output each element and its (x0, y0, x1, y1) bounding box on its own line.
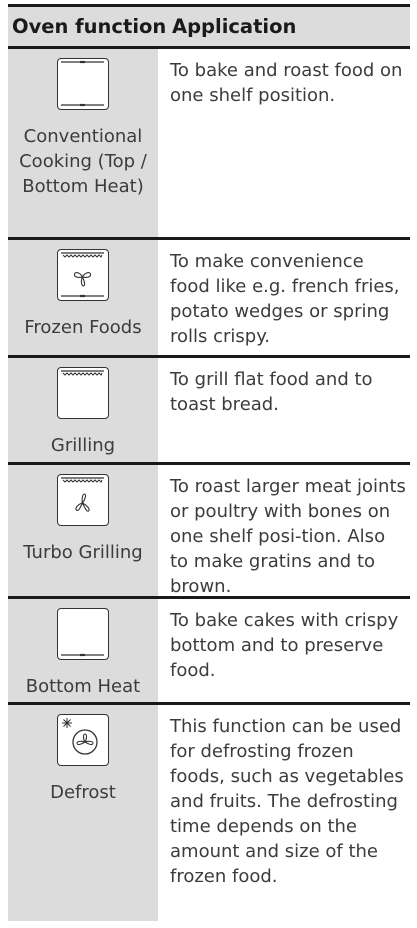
table-row (8, 240, 410, 358)
table-row (8, 49, 410, 240)
table-row (8, 705, 410, 921)
application-text: To make convenience food like e.g. french fries, potato wedges or spring rolls crispy. (158, 240, 410, 355)
oven-function-header: Oven function (12, 15, 167, 38)
function-cell (8, 705, 158, 921)
function-name: Frozen Foods (24, 317, 142, 338)
turbo-grilling-icon (57, 474, 109, 526)
defrost-icon (57, 714, 109, 766)
function-cell (8, 358, 158, 462)
function-cell (8, 240, 158, 355)
table-header (8, 4, 410, 49)
function-name: Defrost (50, 782, 116, 803)
grilling-icon (57, 367, 109, 419)
function-cell (8, 599, 158, 702)
frozen-foods-icon (57, 249, 109, 301)
application-text: To roast larger meat joints or poultry with bones on one shelf posi-tion. Also to make gratins and to brown. (158, 465, 410, 596)
function-name: Turbo Grilling (23, 542, 143, 563)
table-row (8, 599, 410, 705)
conventional-cooking-icon (57, 58, 109, 110)
oven-functions-table (8, 4, 410, 921)
application-text: To grill flat food and to toast bread. (158, 358, 410, 462)
function-name: Conventional Cooking (Top / Bottom Heat) (19, 126, 147, 197)
bottom-heat-icon (57, 608, 109, 660)
application-text: This function can be used for defrosting frozen foods, such as vegetables and fruits. The defrosting time depends on the amount and size of the frozen food. (158, 705, 410, 921)
function-name: Grilling (50, 435, 116, 456)
table-row (8, 465, 410, 599)
application-text: To bake and roast food on one shelf position. (158, 49, 410, 237)
application-header: Application (172, 15, 297, 38)
application-text: To bake cakes with crispy bottom and to preserve food. (158, 599, 410, 702)
function-cell (8, 465, 158, 596)
function-cell (8, 49, 158, 237)
table-row (8, 358, 410, 465)
function-name: Bottom Heat (25, 676, 141, 697)
